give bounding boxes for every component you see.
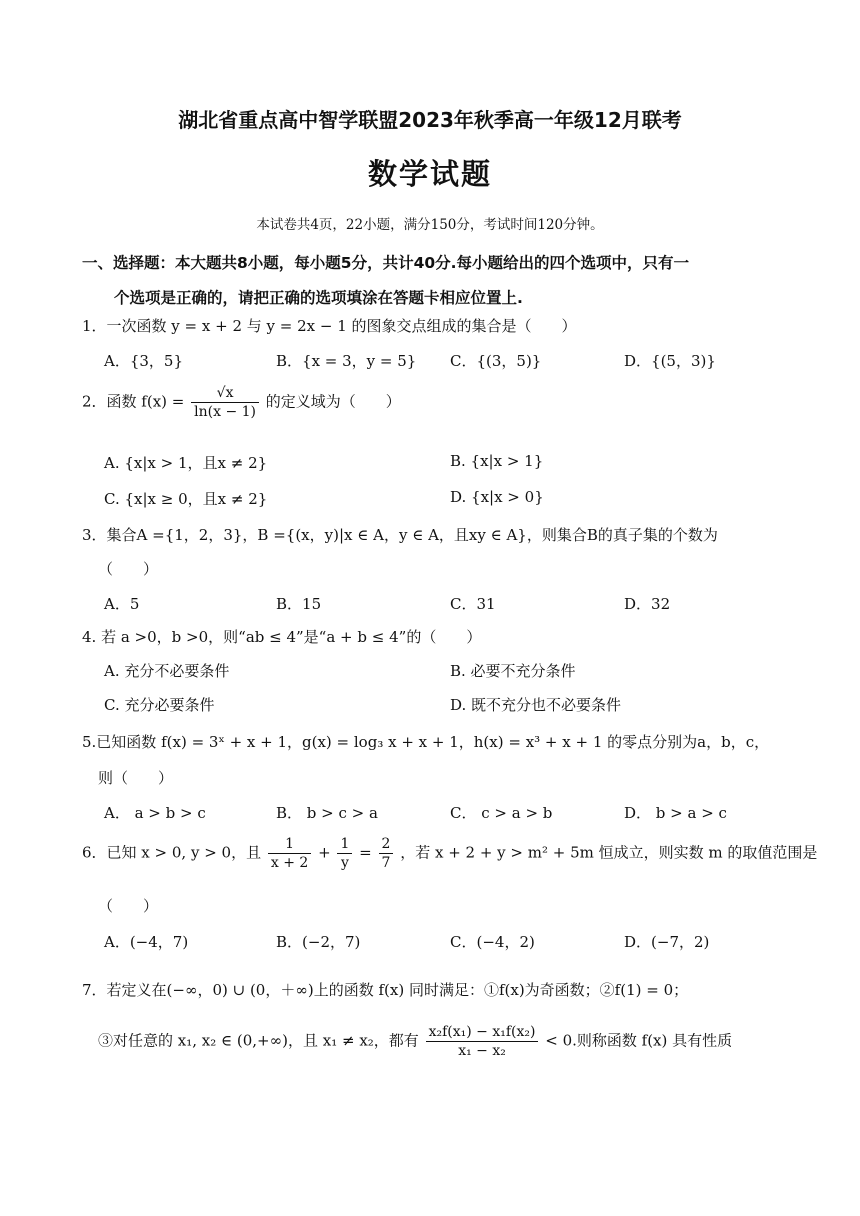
section-heading-line1: 一、选择题：本大题共8小题，每小题5分，共计40分.每小题给出的四个选项中，只有一: [82, 254, 690, 272]
question-1-option-d: D．{(5，3)}: [624, 352, 716, 370]
question-3-option-c: C．31: [450, 595, 496, 613]
question-2-option-a: A. {x|x > 1，且x ≠ 2}: [104, 454, 268, 472]
question-2-fraction-denominator: ln(x − 1): [194, 404, 257, 420]
question-6-stem-line2: （ ）: [98, 897, 159, 915]
question-3-option-b: B．15: [276, 595, 322, 613]
question-6-fraction-2-denominator: y: [340, 855, 349, 871]
question-3-option-d: D．32: [624, 595, 671, 613]
question-6-fraction-2-numerator: 1: [337, 836, 352, 854]
question-7-suffix: < 0.则称函数 f(x) 具有性质: [545, 1031, 733, 1050]
question-6-fraction-2: [337, 836, 352, 871]
question-1-option-b: B．{x = 3，y = 5}: [276, 352, 417, 370]
question-5-option-b: B． b > c > a: [276, 804, 378, 822]
question-7-stem: 7．若定义在(−∞，0) ∪ (0，＋∞)上的函数 f(x) 同时满足：①f(x)为奇函数；②f(1) = 0；: [82, 981, 689, 999]
question-2-fraction-numerator: √x: [191, 385, 259, 403]
question-5-stem-line2: 则（ ）: [98, 769, 174, 787]
question-2-option-c: C. {x|x ≥ 0，且x ≠ 2}: [104, 490, 268, 508]
question-4-option-d: D. 既不充分也不必要条件: [450, 696, 622, 714]
question-6-fraction-1: [268, 836, 311, 871]
question-2-option-b: B. {x|x > 1}: [450, 452, 544, 470]
question-4-option-b: B. 必要不充分条件: [450, 662, 576, 680]
question-1-stem: 1．一次函数 y = x + 2 与 y = 2x − 1 的图象交点组成的集合是（ ）: [82, 317, 577, 335]
question-2-stem: [82, 385, 401, 420]
question-6-option-d: D．(−7，2): [624, 933, 710, 951]
question-6-fraction-1-numerator: 1: [268, 836, 311, 854]
question-2-option-d: D. {x|x > 0}: [450, 488, 544, 506]
question-1-option-a: A．{3，5}: [104, 352, 184, 370]
question-6-option-c: C．(−4，2): [450, 933, 535, 951]
question-6-option-b: B．(−2，7): [276, 933, 361, 951]
question-7-fraction-numerator: x₂f(x₁) − x₁f(x₂): [426, 1024, 539, 1042]
question-6-option-a: A．(−4，7): [104, 933, 189, 951]
exam-info: 本试卷共4页，22小题，满分150分，考试时间120分钟。: [256, 217, 604, 233]
question-2-fraction: [191, 385, 259, 420]
question-7-fraction-denominator: x₁ − x₂: [458, 1043, 506, 1059]
question-2-suffix: 的定义域为（ ）: [265, 392, 401, 411]
question-6-suffix: ，若 x + 2 + y > m² + 5m 恒成立，则实数 m 的取值范围是: [400, 843, 818, 862]
question-3-stem: 3．集合A ={1，2，3}，B ={(x，y)|x ∈ A，y ∈ A，且xy ∈ A}，则集合B的真子集的个数为: [82, 526, 718, 544]
question-3-stem-line2: （ ）: [98, 560, 159, 578]
question-5-option-c: C． c > a > b: [450, 804, 553, 822]
question-6-stem: [82, 836, 817, 871]
question-6-fraction-1-denominator: x + 2: [270, 855, 309, 871]
question-4-option-a: A. 充分不必要条件: [104, 662, 230, 680]
question-3-option-a: A．5: [104, 595, 140, 613]
question-7-fraction: [426, 1024, 539, 1059]
exam-subtitle: 数学试题: [367, 157, 492, 191]
question-6-equals: =: [359, 843, 372, 862]
question-4-option-c: C. 充分必要条件: [104, 696, 215, 714]
question-5-option-a: A． a > b > c: [104, 804, 206, 822]
question-7-prefix: ③对任意的 x₁, x₂ ∈ (0,+∞)，且 x₁ ≠ x₂，都有: [98, 1031, 419, 1050]
question-2-prefix: 2．函数 f(x) =: [82, 392, 185, 411]
question-6-plus: +: [318, 843, 331, 862]
question-4-stem: 4. 若 a >0，b >0，则“ab ≤ 4”是“a + b ≤ 4”的（ ）: [82, 628, 482, 646]
question-5-stem: 5.已知函数 f(x) = 3ˣ + x + 1，g(x) = log₃ x + x + 1，h(x) = x³ + x + 1 的零点分别为a，b，c，: [82, 733, 770, 751]
question-7-stem-line2: [98, 1024, 732, 1059]
question-6-fraction-3: [379, 836, 394, 871]
question-1-option-c: C．{(3，5)}: [450, 352, 542, 370]
question-6-fraction-3-numerator: 2: [379, 836, 394, 854]
question-6-prefix: 6．已知 x > 0, y > 0，且: [82, 843, 262, 862]
exam-title: 湖北省重点高中智学联盟2023年秋季高一年级12月联考: [178, 108, 682, 132]
section-heading-line2: 个选项是正确的，请把正确的选项填涂在答题卡相应位置上.: [114, 289, 523, 307]
question-5-option-d: D． b > a > c: [624, 804, 727, 822]
question-6-fraction-3-denominator: 7: [381, 855, 391, 871]
